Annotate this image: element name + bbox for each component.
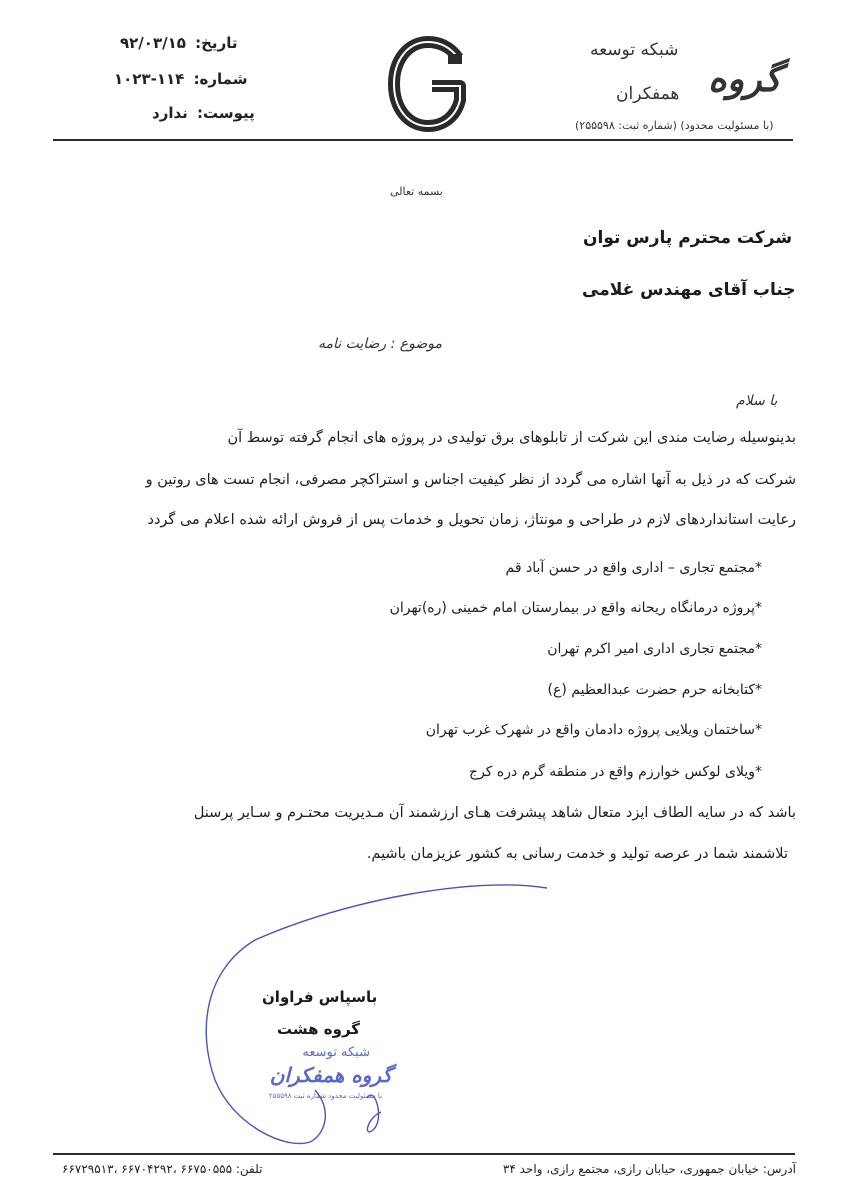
company-name-line-2: همفکران [616,84,680,104]
company-name-line-1: شبکه توسعه [590,40,679,60]
project-item-3: *مجتمع تجاری اداری امیر اکرم تهران [547,641,762,657]
attachment-line [152,104,255,122]
paragraph-line-1: بدینوسیله رضایت مندی این شرکت از تابلوهای برق تولیدی در پروژه های انجام گرفته توسط آن [227,430,796,446]
greeting: با سلام [736,393,778,409]
closing-line-1: باشد که در سایه الطاف ایزد متعال شاهد پیشرفت هـای ارزشمند آن مـدیریت محتـرم و سـایر پرسنل [193,805,796,821]
project-item-6: *ویلای لوکس خوارزم واقع در منطقه گرم دره کرج [469,764,762,780]
number-line [114,70,248,88]
recipient-company: شرکت محترم پارس توان [583,228,793,248]
subject-line: موضوع : رضایت نامه [318,336,442,352]
svg-text:گروه همفکران: گروه همفکران [269,1063,392,1087]
signature-line-2: گروه هشت [277,1020,360,1038]
paragraph-line-2: شرکت که در ذیل به آنها اشاره می گردد از نظر کیفیت اجناس و استراکچر مصرفی، انجام تست های روتین و [145,472,796,488]
svg-text:شبکه توسعه: شبکه توسعه [302,1045,370,1060]
registration-note: (با مسئولیت محدود) (شماره ثبت: ۲۵۵۵۹۸) [575,119,774,132]
project-item-2: *پروژه درمانگاه ریحانه واقع در بیمارستان امام خمینی (ره)تهران [389,600,762,616]
footer-address: آدرس: خیابان جمهوری، حیابان رازی، مجتمع رازی، واحد ۳۴ [502,1162,796,1176]
number-label: شماره: [193,70,248,88]
date-line [120,34,237,52]
company-stamp [262,1036,402,1126]
footer-phone: تلفن: ۶۶۷۵۰۵۵۵ ،۶۶۷۰۴۲۹۲ ،۶۶۷۲۹۵۱۳ [62,1162,263,1176]
project-item-4: *کتابخانه حرم حضرت عبدالعظیم (ع) [547,682,762,698]
bismillah: بسمه تعالی [390,185,443,198]
closing-line-2: تلاشمند شما در عرصه تولید و خدمت رسانی به کشور عزیزمان باشیم. [366,846,788,862]
date-value: ۹۲/۰۳/۱۵ [120,34,186,52]
date-label: تاریخ: [195,34,238,52]
signature-line-1: باسپاس فراوان [262,988,378,1006]
paragraph-line-3: رعایت استانداردهای لازم در طراحی و مونتاژ، زمان تحویل و خدمات پس از فروش ارائه شده اعلام می گردد [147,512,796,528]
footer-divider [53,1153,795,1155]
number-value: ۱۱۴-۱۰۲۳ [114,70,185,88]
company-g-logo [388,36,470,132]
header-divider [53,139,793,141]
project-item-5: *ساختمان ویلایی پروژه دادمان واقع در شهرک غرب تهران [425,722,762,738]
project-item-1: *مجتمع تجاری – اداری واقع در حسن آباد قم [505,560,762,576]
recipient-person: جناب آقای مهندس غلامی [582,280,796,300]
svg-text:با مسئولیت محدود شماره ثبت ۲۵: با مسئولیت محدود شماره ثبت ۲۵۵۵۹۸ [268,1092,382,1100]
attachment-label: پیوست: [197,104,255,122]
company-name-word: گروه [708,58,782,100]
attachment-value: ندارد [152,104,188,122]
